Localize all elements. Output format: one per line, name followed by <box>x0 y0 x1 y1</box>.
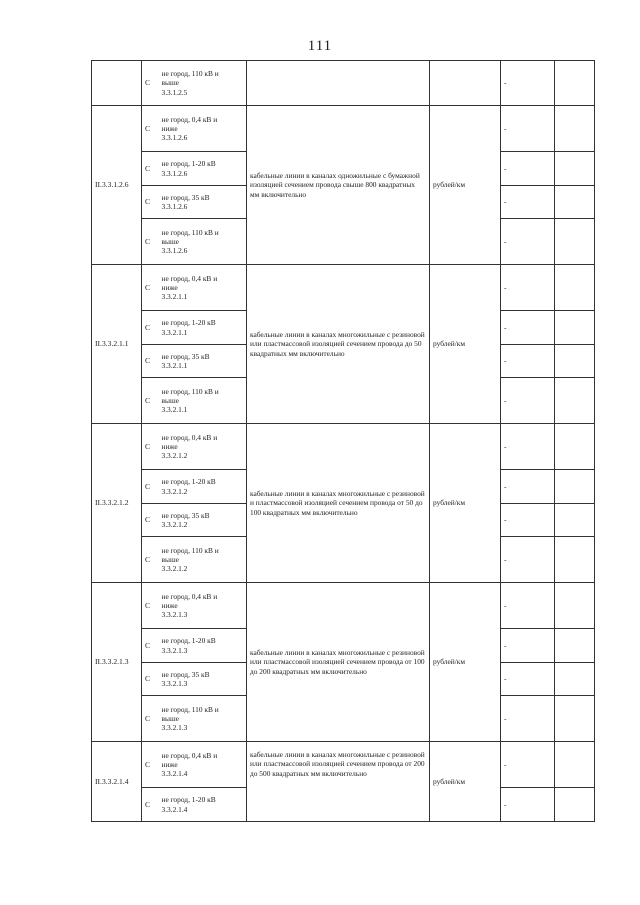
table-row <box>92 106 595 152</box>
voltage-category <box>159 696 247 742</box>
voltage-category <box>159 629 247 663</box>
tariff-value: - <box>501 470 555 504</box>
tariff-value: - <box>501 696 555 742</box>
cable-description <box>247 61 430 106</box>
voltage-category-line: не город, 110 кВ и <box>161 545 219 555</box>
unit-of-measure: рублей/км <box>430 742 501 822</box>
voltage-category-line: не город, 0,4 кВ и <box>161 432 218 442</box>
empty-cell <box>555 629 595 663</box>
unit-of-measure: рублей/км <box>430 424 501 583</box>
voltage-category-line: не город, 110 кВ и <box>161 69 219 79</box>
voltage-category-line: 3.3.1.2.5 <box>161 87 188 97</box>
voltage-category-line: не город, 1-20 кВ <box>161 159 216 169</box>
tariff-value: - <box>501 186 555 219</box>
voltage-category <box>159 345 247 378</box>
voltage-category <box>159 504 247 537</box>
voltage-category-line: 3.3.1.2.6 <box>161 246 188 256</box>
category-letter: С <box>142 186 159 219</box>
voltage-category-line: 3.3.2.1.1 <box>161 292 188 302</box>
unit-of-measure: рублей/км <box>430 583 501 742</box>
category-letter: С <box>142 378 159 424</box>
tariff-code <box>92 61 142 106</box>
tariff-code: II.3.3.2.1.4 <box>92 742 142 822</box>
voltage-category-line: выше <box>161 395 179 405</box>
empty-cell <box>555 470 595 504</box>
voltage-category-line: 3.3.1.2.6 <box>161 133 188 143</box>
table-row <box>92 742 595 788</box>
voltage-category <box>159 537 247 583</box>
voltage-category <box>159 265 247 311</box>
tariff-value: - <box>501 583 555 629</box>
voltage-category-line: 3.3.2.1.4 <box>161 769 188 779</box>
empty-cell <box>555 504 595 537</box>
cable-description: кабельные линии в каналах многожильные с резиновой и пластмассовой изоляцией сечением провода от 50 до 100 квадратных мм включительно <box>247 424 430 583</box>
tariff-value: - <box>501 742 555 788</box>
empty-cell <box>555 696 595 742</box>
voltage-category-line: не город, 110 кВ и <box>161 227 219 237</box>
cable-description: кабельные линии в каналах многожильные с резиновой или пластмассовой изоляцией сечением провода до 50 квадратных мм включительно <box>247 265 430 424</box>
voltage-category-line: 3.3.2.1.2 <box>161 520 188 529</box>
tariff-code: II.3.3.2.1.1 <box>92 265 142 424</box>
category-letter: С <box>142 663 159 696</box>
tariff-value: - <box>501 663 555 696</box>
empty-cell <box>555 106 595 152</box>
voltage-category <box>159 742 247 788</box>
voltage-category-line: выше <box>161 236 179 246</box>
tariff-value: - <box>501 345 555 378</box>
voltage-category-line: выше <box>161 78 179 88</box>
voltage-category-line: не город, 35 кВ <box>161 351 210 361</box>
category-letter: С <box>142 345 159 378</box>
voltage-category-line: 3.3.2.1.2 <box>161 451 188 461</box>
tariff-code: II.3.3.2.1.2 <box>92 424 142 583</box>
tariff-table-body <box>92 61 595 822</box>
voltage-category-line: 3.3.1.2.6 <box>161 202 188 211</box>
page-number: 111 <box>307 38 333 54</box>
voltage-category <box>159 583 247 629</box>
category-letter: С <box>142 583 159 629</box>
voltage-category <box>159 152 247 186</box>
category-letter: С <box>142 311 159 345</box>
voltage-category-line: 3.3.2.1.1 <box>161 327 188 337</box>
empty-cell <box>555 663 595 696</box>
empty-cell <box>555 742 595 788</box>
voltage-category-line: выше <box>161 713 179 723</box>
voltage-category-line: 3.3.2.1.3 <box>161 723 188 733</box>
tariff-value: - <box>501 61 555 106</box>
tariff-value: - <box>501 219 555 265</box>
table-row <box>92 583 595 629</box>
tariff-value: - <box>501 424 555 470</box>
empty-cell <box>555 152 595 186</box>
voltage-category-line: ниже <box>161 123 178 133</box>
category-letter: С <box>142 219 159 265</box>
category-letter: С <box>142 61 159 106</box>
unit-of-measure: рублей/км <box>430 106 501 265</box>
unit-of-measure: рублей/км <box>430 265 501 424</box>
empty-cell <box>555 311 595 345</box>
tariff-value: - <box>501 106 555 152</box>
voltage-category-line: не город, 35 кВ <box>161 510 210 520</box>
voltage-category-line: 3.3.2.1.1 <box>161 361 188 370</box>
voltage-category-line: ниже <box>161 282 178 292</box>
voltage-category-line: не город, 0,4 кВ и <box>161 273 218 283</box>
tariff-value: - <box>501 311 555 345</box>
empty-cell <box>555 583 595 629</box>
tariff-code: II.3.3.1.2.6 <box>92 106 142 265</box>
tariff-table <box>91 60 595 822</box>
table-row <box>92 61 595 106</box>
category-letter: С <box>142 504 159 537</box>
voltage-category-line: не город, 0,4 кВ и <box>161 114 218 124</box>
voltage-category-line: 3.3.1.2.6 <box>161 168 188 178</box>
voltage-category-line: 3.3.2.1.2 <box>161 486 188 496</box>
tariff-code: II.3.3.2.1.3 <box>92 583 142 742</box>
voltage-category-line: не город, 1-20 кВ <box>161 636 216 646</box>
voltage-category-line: не город, 35 кВ <box>161 669 210 679</box>
voltage-category-line: 3.3.2.1.3 <box>161 679 188 688</box>
category-letter: С <box>142 629 159 663</box>
category-letter: С <box>142 537 159 583</box>
category-letter: С <box>142 152 159 186</box>
voltage-category <box>159 788 247 822</box>
empty-cell <box>555 265 595 311</box>
unit-of-measure <box>430 61 501 106</box>
voltage-category <box>159 186 247 219</box>
voltage-category <box>159 424 247 470</box>
voltage-category-line: 3.3.2.1.3 <box>161 645 188 655</box>
empty-cell <box>555 788 595 822</box>
voltage-category-line: не город, 0,4 кВ и <box>161 591 218 601</box>
voltage-category <box>159 378 247 424</box>
empty-cell <box>555 537 595 583</box>
voltage-category-line: не город, 110 кВ и <box>161 386 219 396</box>
voltage-category-line: не город, 1-20 кВ <box>161 795 216 805</box>
cable-description: кабельные линии в каналах одножильные с бумажной изоляцией сечением провода свыше 800 квадратных мм включительно <box>247 106 430 265</box>
category-letter: С <box>142 424 159 470</box>
voltage-category-line: не город, 1-20 кВ <box>161 318 216 328</box>
category-letter: С <box>142 106 159 152</box>
voltage-category-line: ниже <box>161 600 178 610</box>
empty-cell <box>555 378 595 424</box>
category-letter: С <box>142 788 159 822</box>
voltage-category <box>159 106 247 152</box>
tariff-value: - <box>501 378 555 424</box>
empty-cell <box>555 424 595 470</box>
tariff-value: - <box>501 504 555 537</box>
cable-description: кабельные линии в каналах многожильные с резиновой или пластмассовой изоляцией сечением провода от 200 до 500 квадратных мм включительно <box>247 742 430 822</box>
empty-cell <box>555 219 595 265</box>
voltage-category-line: 3.3.2.1.1 <box>161 405 188 415</box>
tariff-value: - <box>501 265 555 311</box>
voltage-category-line: 3.3.2.1.4 <box>161 804 188 814</box>
category-letter: С <box>142 265 159 311</box>
tariff-value: - <box>501 629 555 663</box>
voltage-category <box>159 61 247 106</box>
category-letter: С <box>142 742 159 788</box>
empty-cell <box>555 186 595 219</box>
category-letter: С <box>142 470 159 504</box>
voltage-category <box>159 663 247 696</box>
voltage-category-line: 3.3.2.1.3 <box>161 610 188 620</box>
voltage-category-line: ниже <box>161 759 178 769</box>
empty-cell <box>555 345 595 378</box>
voltage-category-line: не город, 110 кВ и <box>161 704 219 714</box>
tariff-value: - <box>501 537 555 583</box>
tariff-value: - <box>501 152 555 186</box>
voltage-category-line: 3.3.2.1.2 <box>161 564 188 574</box>
voltage-category-line: ниже <box>161 441 178 451</box>
voltage-category-line: не город, 35 кВ <box>161 192 210 202</box>
voltage-category <box>159 311 247 345</box>
voltage-category <box>159 470 247 504</box>
voltage-category-line: не город, 1-20 кВ <box>161 477 216 487</box>
cable-description: кабельные линии в каналах многожильные с резиновой или пластмассовой изоляцией сечением провода от 100 до 200 квадратных мм включительно <box>247 583 430 742</box>
voltage-category-line: выше <box>161 554 179 564</box>
table-row <box>92 424 595 470</box>
category-letter: С <box>142 696 159 742</box>
table-row <box>92 265 595 311</box>
empty-cell <box>555 61 595 106</box>
voltage-category <box>159 219 247 265</box>
voltage-category-line: не город, 0,4 кВ и <box>161 750 218 760</box>
tariff-value: - <box>501 788 555 822</box>
